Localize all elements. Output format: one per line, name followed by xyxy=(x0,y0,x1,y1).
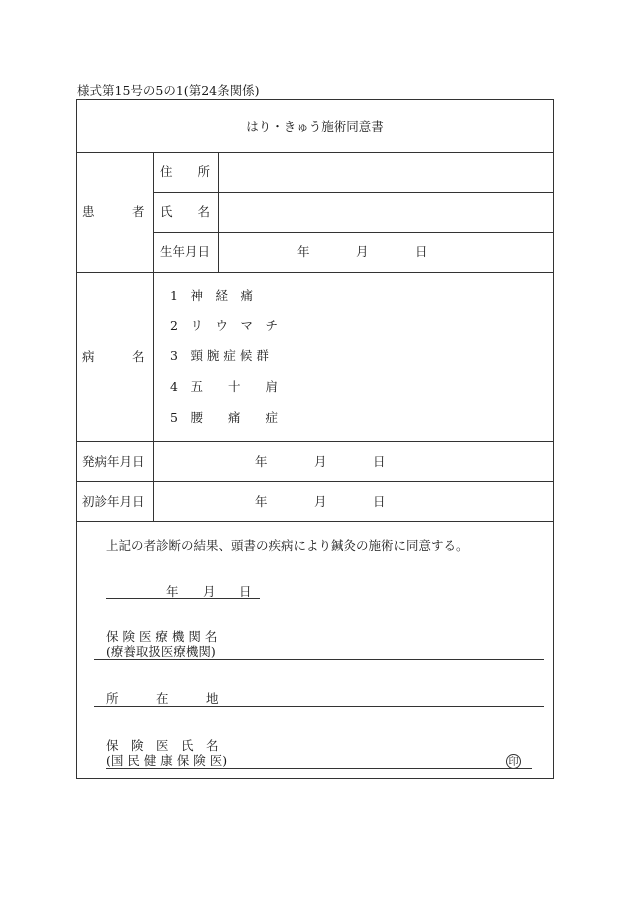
rule-address-bottom xyxy=(153,192,554,193)
disease-item: 2 リ ウ マ チ xyxy=(170,318,278,333)
address-label: 住 所 xyxy=(160,164,211,179)
form-title: はり・きゅう施術同意書 xyxy=(246,119,384,134)
disease-item: 3 頸 腕 症 候 群 xyxy=(170,348,269,363)
rule-title-bottom xyxy=(76,152,554,153)
first-visit-month-unit: 月 xyxy=(314,494,327,509)
birthdate-month-unit: 月 xyxy=(356,244,369,259)
first-visit-label: 初診年月日 xyxy=(82,494,145,509)
consent-date-day-unit: 日 xyxy=(239,584,252,599)
institution-label: 保 険 医 療 機 関 名 xyxy=(106,629,218,644)
birthdate-label: 生年月日 xyxy=(160,244,211,259)
rule-disease-bottom xyxy=(76,441,554,442)
rule-first-visit-bottom xyxy=(76,521,554,522)
disease-item: 5 腰 痛 症 xyxy=(170,410,278,425)
rule-patient-bottom xyxy=(76,272,554,273)
onset-day-unit: 日 xyxy=(373,454,386,469)
consent-date-year-unit: 年 xyxy=(166,584,179,599)
form-number: 様式第15号の5の1(第24条関係) xyxy=(77,83,260,98)
first-visit-day-unit: 日 xyxy=(373,494,386,509)
onset-label: 発病年月日 xyxy=(82,454,145,469)
rule-name-bottom xyxy=(153,232,554,233)
consent-date-underline xyxy=(106,598,260,599)
onset-month-unit: 月 xyxy=(314,454,327,469)
disease-label: 病 名 xyxy=(82,349,145,364)
name-label: 氏 名 xyxy=(160,204,211,219)
patient-label: 患 者 xyxy=(82,204,145,219)
birthdate-day-unit: 日 xyxy=(415,244,428,259)
disease-item: 1 神 経 痛 xyxy=(170,288,253,303)
consent-date-month-unit: 月 xyxy=(203,584,216,599)
seal-mark: 印 xyxy=(506,754,521,769)
doctor-name-label: 保 険 医 氏 名 xyxy=(106,738,219,753)
rule-patient-subcolumn xyxy=(218,152,219,272)
doctor-name-underline xyxy=(106,768,532,769)
consent-statement: 上記の者診断の結果、頭書の疾病により鍼灸の施術に同意する。 xyxy=(106,538,469,553)
birthdate-year-unit: 年 xyxy=(297,244,310,259)
disease-item: 4 五 十 肩 xyxy=(170,379,278,394)
onset-year-unit: 年 xyxy=(255,454,268,469)
form-frame xyxy=(76,99,554,779)
doctor-sub-label: (国 民 健 康 保 険 医) xyxy=(106,753,228,768)
first-visit-year-unit: 年 xyxy=(255,494,268,509)
location-label: 所 在 地 xyxy=(106,691,219,706)
rule-onset-bottom xyxy=(76,481,554,482)
rule-label-column xyxy=(153,152,154,522)
location-underline xyxy=(94,706,544,707)
institution-sub-label: (療養取扱医療機関) xyxy=(106,644,216,659)
institution-underline xyxy=(94,659,544,660)
